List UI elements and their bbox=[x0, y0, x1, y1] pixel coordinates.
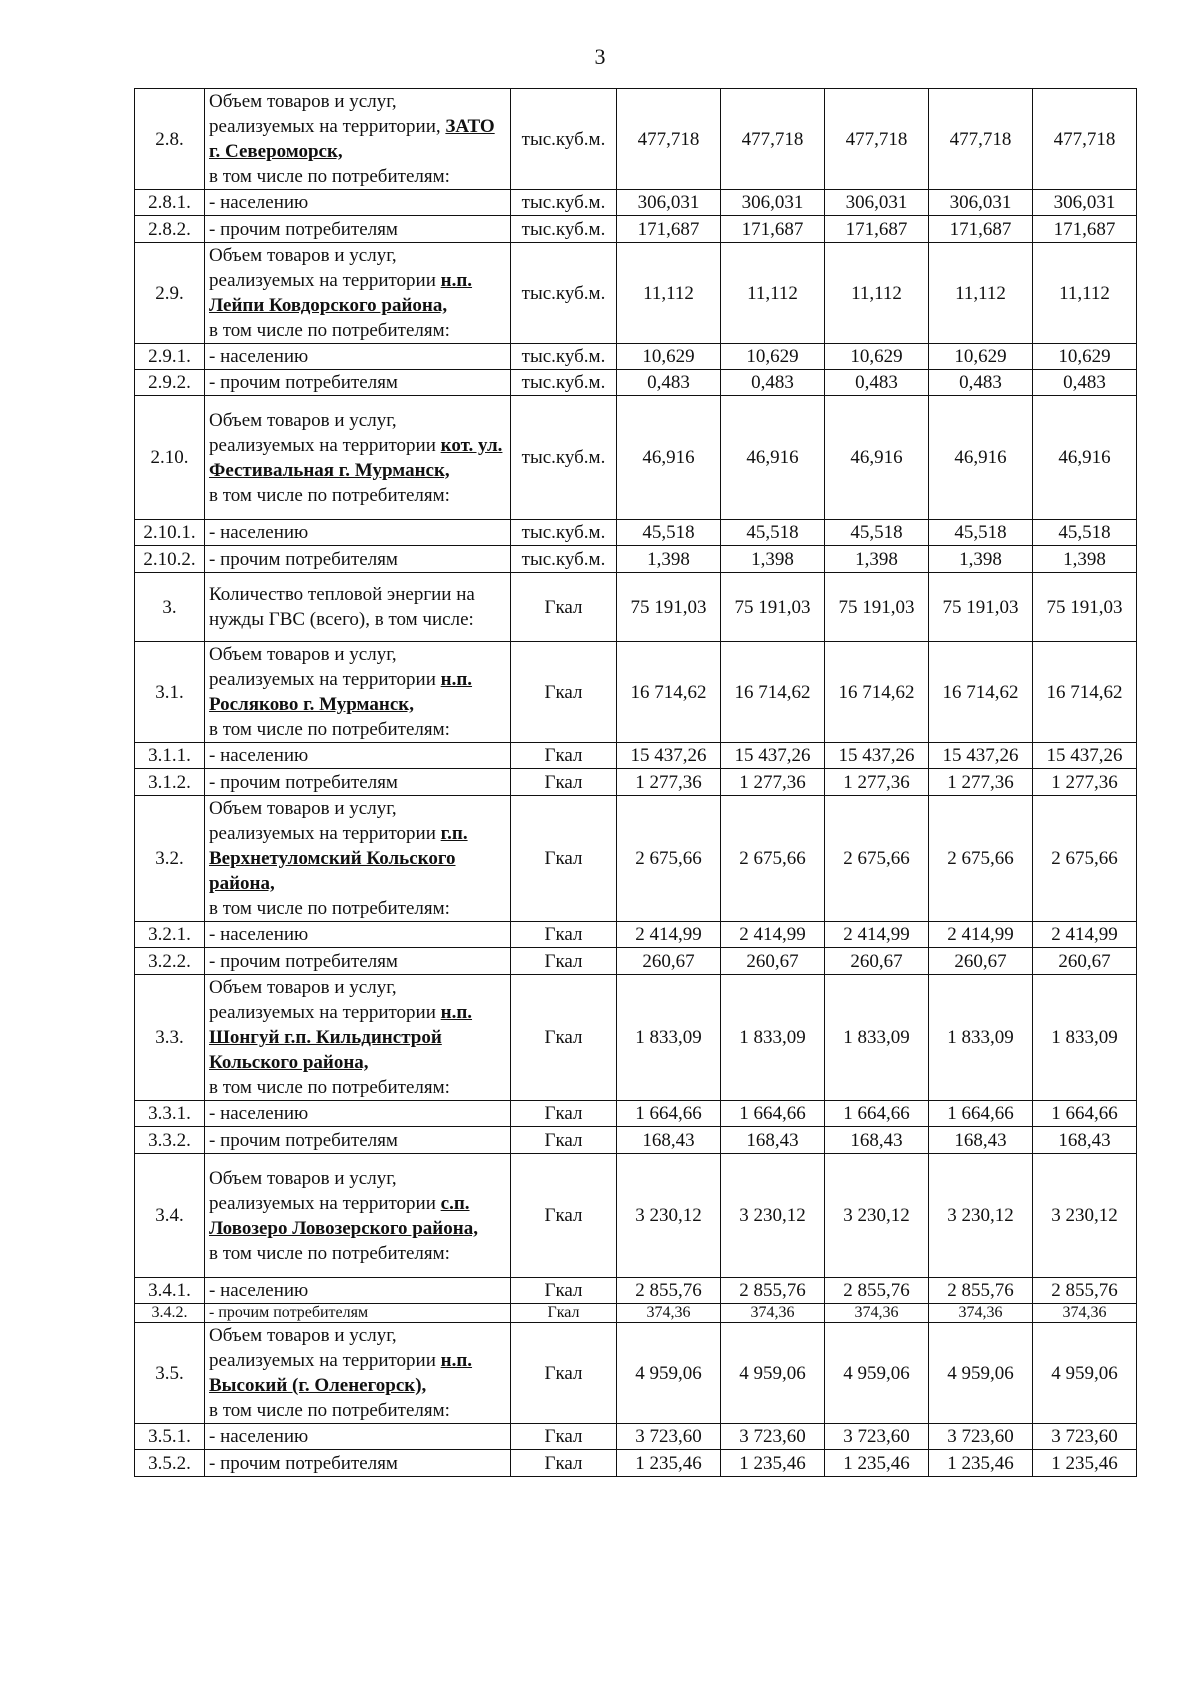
description-suffix: в том числе по потребителям: bbox=[209, 1077, 450, 1098]
value-cell: 171,687 bbox=[617, 216, 721, 243]
value-cell: 1 277,36 bbox=[721, 769, 825, 796]
row-description bbox=[205, 573, 511, 642]
value-cell: 477,718 bbox=[617, 89, 721, 190]
row-number: 3.3.2. bbox=[135, 1127, 205, 1154]
value-cell: 1,398 bbox=[617, 546, 721, 573]
unit-cell: тыс.куб.м. bbox=[511, 344, 617, 370]
value-cell: 0,483 bbox=[1033, 370, 1137, 396]
value-cell: 45,518 bbox=[1033, 520, 1137, 546]
value-cell: 306,031 bbox=[721, 190, 825, 216]
unit-cell: Гкал bbox=[511, 1424, 617, 1450]
row-description bbox=[205, 1450, 511, 1477]
row-description bbox=[205, 796, 511, 922]
value-cell: 1,398 bbox=[721, 546, 825, 573]
page-number: 3 bbox=[594, 44, 606, 69]
description-text: - населению bbox=[209, 522, 309, 543]
value-cell: 171,687 bbox=[825, 216, 929, 243]
value-cell: 260,67 bbox=[1033, 948, 1137, 975]
row-description bbox=[205, 396, 511, 520]
value-cell: 260,67 bbox=[929, 948, 1033, 975]
value-cell: 2 414,99 bbox=[825, 922, 929, 948]
value-cell: 1 664,66 bbox=[825, 1101, 929, 1127]
value-cell: 15 437,26 bbox=[1033, 743, 1137, 769]
value-cell: 2 675,66 bbox=[1033, 796, 1137, 922]
value-cell: 1 277,36 bbox=[1033, 769, 1137, 796]
value-cell: 374,36 bbox=[825, 1304, 929, 1323]
value-cell: 46,916 bbox=[929, 396, 1033, 520]
unit-cell: Гкал bbox=[511, 769, 617, 796]
value-cell: 2 675,66 bbox=[825, 796, 929, 922]
value-cell: 4 959,06 bbox=[825, 1323, 929, 1424]
value-cell: 306,031 bbox=[1033, 190, 1137, 216]
value-cell: 1 235,46 bbox=[617, 1450, 721, 1477]
value-cell: 45,518 bbox=[825, 520, 929, 546]
value-cell: 3 723,60 bbox=[1033, 1424, 1137, 1450]
row-description bbox=[205, 1101, 511, 1127]
value-cell: 1,398 bbox=[825, 546, 929, 573]
row-number: 2.9. bbox=[135, 243, 205, 344]
value-cell: 1 833,09 bbox=[929, 975, 1033, 1101]
value-cell: 11,112 bbox=[617, 243, 721, 344]
value-cell: 171,687 bbox=[721, 216, 825, 243]
value-cell: 4 959,06 bbox=[617, 1323, 721, 1424]
territory-name: н.п. Шонгуй г.п. Кильдинстрой Кольского района, bbox=[209, 1002, 473, 1073]
unit-cell: Гкал bbox=[511, 1304, 617, 1323]
value-cell: 15 437,26 bbox=[825, 743, 929, 769]
unit-cell: Гкал bbox=[511, 1323, 617, 1424]
description-text: - прочим потребителям bbox=[209, 950, 398, 972]
unit-cell: Гкал bbox=[511, 948, 617, 975]
value-cell: 16 714,62 bbox=[1033, 642, 1137, 743]
unit-cell: тыс.куб.м. bbox=[511, 243, 617, 344]
table-row bbox=[135, 344, 1137, 370]
unit-cell: Гкал bbox=[511, 975, 617, 1101]
row-number: 2.10.1. bbox=[135, 520, 205, 546]
value-cell: 2 675,66 bbox=[929, 796, 1033, 922]
table-row bbox=[135, 948, 1137, 975]
description-text: Объем товаров и услуг, реализуемых на территории bbox=[209, 977, 441, 1023]
tariff-volume-table bbox=[134, 88, 1137, 1477]
description-text: - населению bbox=[209, 1103, 309, 1124]
description-text: Объем товаров и услуг, реализуемых на территории bbox=[209, 798, 441, 844]
value-cell: 10,629 bbox=[617, 344, 721, 370]
row-number: 3.2.2. bbox=[135, 948, 205, 975]
value-cell: 477,718 bbox=[1033, 89, 1137, 190]
value-cell: 374,36 bbox=[1033, 1304, 1137, 1323]
value-cell: 1 235,46 bbox=[825, 1450, 929, 1477]
row-number: 2.8.2. bbox=[135, 216, 205, 243]
value-cell: 16 714,62 bbox=[825, 642, 929, 743]
value-cell: 168,43 bbox=[825, 1127, 929, 1154]
value-cell: 16 714,62 bbox=[721, 642, 825, 743]
description-text: - прочим потребителям bbox=[209, 218, 398, 240]
value-cell: 3 723,60 bbox=[825, 1424, 929, 1450]
row-description bbox=[205, 769, 511, 796]
value-cell: 2 414,99 bbox=[1033, 922, 1137, 948]
description-text: - прочим потребителям bbox=[209, 1452, 398, 1474]
value-cell: 1,398 bbox=[1033, 546, 1137, 573]
value-cell: 46,916 bbox=[825, 396, 929, 520]
value-cell: 3 230,12 bbox=[825, 1154, 929, 1278]
table-row bbox=[135, 769, 1137, 796]
description-text: - прочим потребителям bbox=[209, 1129, 398, 1151]
description-text: - населению bbox=[209, 1426, 309, 1447]
row-description bbox=[205, 975, 511, 1101]
value-cell: 2 675,66 bbox=[721, 796, 825, 922]
table-row bbox=[135, 1323, 1137, 1424]
value-cell: 3 723,60 bbox=[929, 1424, 1033, 1450]
value-cell: 46,916 bbox=[617, 396, 721, 520]
description-suffix: в том числе по потребителям: bbox=[209, 1242, 450, 1264]
value-cell: 2 675,66 bbox=[617, 796, 721, 922]
value-cell: 168,43 bbox=[929, 1127, 1033, 1154]
value-cell: 1 235,46 bbox=[929, 1450, 1033, 1477]
value-cell: 374,36 bbox=[721, 1304, 825, 1323]
row-number: 2.8.1. bbox=[135, 190, 205, 216]
value-cell: 1 277,36 bbox=[929, 769, 1033, 796]
description-suffix: в том числе по потребителям: bbox=[209, 166, 450, 187]
value-cell: 1 235,46 bbox=[721, 1450, 825, 1477]
row-number: 2.9.1. bbox=[135, 344, 205, 370]
row-description bbox=[205, 190, 511, 216]
value-cell: 3 723,60 bbox=[617, 1424, 721, 1450]
value-cell: 2 855,76 bbox=[1033, 1278, 1137, 1304]
value-cell: 1 664,66 bbox=[721, 1101, 825, 1127]
description-text: - прочим потребителям bbox=[209, 372, 398, 393]
table-row bbox=[135, 1424, 1137, 1450]
table-row bbox=[135, 1127, 1137, 1154]
unit-cell: Гкал bbox=[511, 1101, 617, 1127]
value-cell: 168,43 bbox=[617, 1127, 721, 1154]
table-row bbox=[135, 796, 1137, 922]
description-text: - населению bbox=[209, 745, 309, 766]
row-number: 3.4.1. bbox=[135, 1278, 205, 1304]
value-cell: 260,67 bbox=[825, 948, 929, 975]
description-text: Объем товаров и услуг, реализуемых на территории bbox=[209, 1325, 441, 1371]
row-description bbox=[205, 89, 511, 190]
description-text: Объем товаров и услуг, реализуемых на территории bbox=[209, 409, 441, 456]
table-row bbox=[135, 1101, 1137, 1127]
value-cell: 16 714,62 bbox=[617, 642, 721, 743]
row-description bbox=[205, 370, 511, 396]
territory-name: н.п. Высокий (г. Оленегорск), bbox=[209, 1350, 473, 1396]
unit-cell: Гкал bbox=[511, 1154, 617, 1278]
table-row bbox=[135, 396, 1137, 520]
value-cell: 1 664,66 bbox=[617, 1101, 721, 1127]
row-description bbox=[205, 243, 511, 344]
unit-cell: Гкал bbox=[511, 1450, 617, 1477]
unit-cell: Гкал bbox=[511, 743, 617, 769]
table-row bbox=[135, 642, 1137, 743]
unit-cell: Гкал bbox=[511, 1278, 617, 1304]
value-cell: 15 437,26 bbox=[721, 743, 825, 769]
value-cell: 75 191,03 bbox=[1033, 573, 1137, 642]
value-cell: 1 833,09 bbox=[617, 975, 721, 1101]
row-number: 3.4. bbox=[135, 1154, 205, 1278]
row-number: 3.4.2. bbox=[135, 1304, 205, 1323]
value-cell: 0,483 bbox=[929, 370, 1033, 396]
value-cell: 45,518 bbox=[929, 520, 1033, 546]
value-cell: 2 414,99 bbox=[721, 922, 825, 948]
value-cell: 46,916 bbox=[1033, 396, 1137, 520]
unit-cell: тыс.куб.м. bbox=[511, 190, 617, 216]
value-cell: 75 191,03 bbox=[929, 573, 1033, 642]
unit-cell: тыс.куб.м. bbox=[511, 546, 617, 573]
value-cell: 75 191,03 bbox=[825, 573, 929, 642]
table-row bbox=[135, 1154, 1137, 1278]
table-row bbox=[135, 1304, 1137, 1323]
value-cell: 4 959,06 bbox=[721, 1323, 825, 1424]
value-cell: 260,67 bbox=[721, 948, 825, 975]
table-row bbox=[135, 190, 1137, 216]
value-cell: 306,031 bbox=[929, 190, 1033, 216]
value-cell: 45,518 bbox=[721, 520, 825, 546]
row-number: 2.10.2. bbox=[135, 546, 205, 573]
value-cell: 15 437,26 bbox=[929, 743, 1033, 769]
table-row bbox=[135, 370, 1137, 396]
value-cell: 15 437,26 bbox=[617, 743, 721, 769]
value-cell: 2 855,76 bbox=[721, 1278, 825, 1304]
row-number: 3.2.1. bbox=[135, 922, 205, 948]
value-cell: 0,483 bbox=[825, 370, 929, 396]
value-cell: 2 855,76 bbox=[929, 1278, 1033, 1304]
value-cell: 1 833,09 bbox=[1033, 975, 1137, 1101]
table-row bbox=[135, 520, 1137, 546]
description-text: - прочим потребителям bbox=[209, 771, 398, 793]
description-text: - населению bbox=[209, 346, 309, 367]
value-cell: 0,483 bbox=[721, 370, 825, 396]
row-number: 3.3. bbox=[135, 975, 205, 1101]
unit-cell: тыс.куб.м. bbox=[511, 216, 617, 243]
description-suffix: в том числе по потребителям: bbox=[209, 484, 450, 506]
row-number: 3.5.1. bbox=[135, 1424, 205, 1450]
value-cell: 3 723,60 bbox=[721, 1424, 825, 1450]
territory-name: ЗАТО г. Североморск, bbox=[209, 116, 495, 162]
value-cell: 374,36 bbox=[929, 1304, 1033, 1323]
row-description bbox=[205, 642, 511, 743]
description-text: Объем товаров и услуг, реализуемых на территории bbox=[209, 1167, 441, 1214]
description-text: Объем товаров и услуг, реализуемых на территории bbox=[209, 245, 441, 291]
unit-cell: Гкал bbox=[511, 573, 617, 642]
table-row bbox=[135, 243, 1137, 344]
row-number: 3.2. bbox=[135, 796, 205, 922]
row-description bbox=[205, 344, 511, 370]
territory-name: н.п. Лейпи Ковдорского района, bbox=[209, 270, 473, 316]
value-cell: 11,112 bbox=[929, 243, 1033, 344]
territory-name: кот. ул. Фестивальная г. Мурманск, bbox=[209, 434, 503, 481]
row-number: 3.5.2. bbox=[135, 1450, 205, 1477]
value-cell: 0,483 bbox=[617, 370, 721, 396]
value-cell: 11,112 bbox=[1033, 243, 1137, 344]
row-number: 2.9.2. bbox=[135, 370, 205, 396]
table-row bbox=[135, 1278, 1137, 1304]
description-text: - населению bbox=[209, 924, 309, 945]
description-text: Объем товаров и услуг, реализуемых на территории, bbox=[209, 91, 446, 137]
value-cell: 2 855,76 bbox=[825, 1278, 929, 1304]
row-number: 2.8. bbox=[135, 89, 205, 190]
territory-name: с.п. Ловозеро Ловозерского района, bbox=[209, 1192, 478, 1239]
table-row bbox=[135, 216, 1137, 243]
value-cell: 4 959,06 bbox=[1033, 1323, 1137, 1424]
description-text: - прочим потребителям bbox=[209, 1304, 369, 1321]
value-cell: 477,718 bbox=[929, 89, 1033, 190]
value-cell: 10,629 bbox=[721, 344, 825, 370]
value-cell: 4 959,06 bbox=[929, 1323, 1033, 1424]
row-number: 3.1. bbox=[135, 642, 205, 743]
row-description bbox=[205, 1424, 511, 1450]
unit-cell: Гкал bbox=[511, 796, 617, 922]
row-description bbox=[205, 743, 511, 769]
row-description bbox=[205, 922, 511, 948]
value-cell: 3 230,12 bbox=[721, 1154, 825, 1278]
description-text: - населению bbox=[209, 1280, 309, 1301]
unit-cell: тыс.куб.м. bbox=[511, 370, 617, 396]
value-cell: 10,629 bbox=[825, 344, 929, 370]
unit-cell: тыс.куб.м. bbox=[511, 89, 617, 190]
value-cell: 168,43 bbox=[1033, 1127, 1137, 1154]
value-cell: 1 833,09 bbox=[825, 975, 929, 1101]
table-row bbox=[135, 546, 1137, 573]
value-cell: 168,43 bbox=[721, 1127, 825, 1154]
value-cell: 2 414,99 bbox=[929, 922, 1033, 948]
territory-name: н.п. Росляково г. Мурманск, bbox=[209, 669, 473, 715]
value-cell: 306,031 bbox=[617, 190, 721, 216]
row-number: 3. bbox=[135, 573, 205, 642]
row-number: 3.1.2. bbox=[135, 769, 205, 796]
table-row bbox=[135, 922, 1137, 948]
unit-cell: Гкал bbox=[511, 642, 617, 743]
value-cell: 11,112 bbox=[825, 243, 929, 344]
value-cell: 16 714,62 bbox=[929, 642, 1033, 743]
value-cell: 75 191,03 bbox=[721, 573, 825, 642]
row-description bbox=[205, 948, 511, 975]
table-row bbox=[135, 89, 1137, 190]
value-cell: 260,67 bbox=[617, 948, 721, 975]
value-cell: 477,718 bbox=[721, 89, 825, 190]
unit-cell: Гкал bbox=[511, 1127, 617, 1154]
value-cell: 1,398 bbox=[929, 546, 1033, 573]
value-cell: 10,629 bbox=[1033, 344, 1137, 370]
value-cell: 2 855,76 bbox=[617, 1278, 721, 1304]
description-text: - населению bbox=[209, 192, 309, 213]
row-description bbox=[205, 1323, 511, 1424]
row-description bbox=[205, 216, 511, 243]
row-number: 2.10. bbox=[135, 396, 205, 520]
row-number: 3.1.1. bbox=[135, 743, 205, 769]
value-cell: 477,718 bbox=[825, 89, 929, 190]
row-description bbox=[205, 1127, 511, 1154]
value-cell: 1 277,36 bbox=[825, 769, 929, 796]
unit-cell: Гкал bbox=[511, 922, 617, 948]
value-cell: 1 833,09 bbox=[721, 975, 825, 1101]
unit-cell: тыс.куб.м. bbox=[511, 520, 617, 546]
description-text: Объем товаров и услуг, реализуемых на территории bbox=[209, 644, 441, 690]
description-suffix: в том числе по потребителям: bbox=[209, 320, 450, 341]
value-cell: 3 230,12 bbox=[1033, 1154, 1137, 1278]
value-cell: 306,031 bbox=[825, 190, 929, 216]
description-text: - прочим потребителям bbox=[209, 548, 398, 570]
row-description bbox=[205, 1154, 511, 1278]
value-cell: 46,916 bbox=[721, 396, 825, 520]
description-suffix: в том числе по потребителям: bbox=[209, 898, 450, 919]
value-cell: 374,36 bbox=[617, 1304, 721, 1323]
value-cell: 1 277,36 bbox=[617, 769, 721, 796]
description-suffix: в том числе по потребителям: bbox=[209, 719, 450, 740]
table-row bbox=[135, 975, 1137, 1101]
row-description bbox=[205, 546, 511, 573]
description-suffix: в том числе по потребителям: bbox=[209, 1400, 450, 1421]
value-cell: 1 235,46 bbox=[1033, 1450, 1137, 1477]
value-cell: 11,112 bbox=[721, 243, 825, 344]
value-cell: 1 664,66 bbox=[1033, 1101, 1137, 1127]
row-description bbox=[205, 1278, 511, 1304]
table-row bbox=[135, 573, 1137, 642]
value-cell: 45,518 bbox=[617, 520, 721, 546]
table-row bbox=[135, 1450, 1137, 1477]
value-cell: 75 191,03 bbox=[617, 573, 721, 642]
description-text: Количество тепловой энергии на нужды ГВС (всего), в том числе: bbox=[209, 584, 475, 630]
value-cell: 171,687 bbox=[1033, 216, 1137, 243]
row-description bbox=[205, 520, 511, 546]
value-cell: 2 414,99 bbox=[617, 922, 721, 948]
value-cell: 171,687 bbox=[929, 216, 1033, 243]
unit-cell: тыс.куб.м. bbox=[511, 396, 617, 520]
row-description bbox=[205, 1304, 511, 1323]
table-row bbox=[135, 743, 1137, 769]
row-number: 3.3.1. bbox=[135, 1101, 205, 1127]
value-cell: 3 230,12 bbox=[617, 1154, 721, 1278]
value-cell: 10,629 bbox=[929, 344, 1033, 370]
territory-name: г.п. Верхнетуломский Кольского района, bbox=[209, 823, 468, 894]
value-cell: 1 664,66 bbox=[929, 1101, 1033, 1127]
row-number: 3.5. bbox=[135, 1323, 205, 1424]
value-cell: 3 230,12 bbox=[929, 1154, 1033, 1278]
